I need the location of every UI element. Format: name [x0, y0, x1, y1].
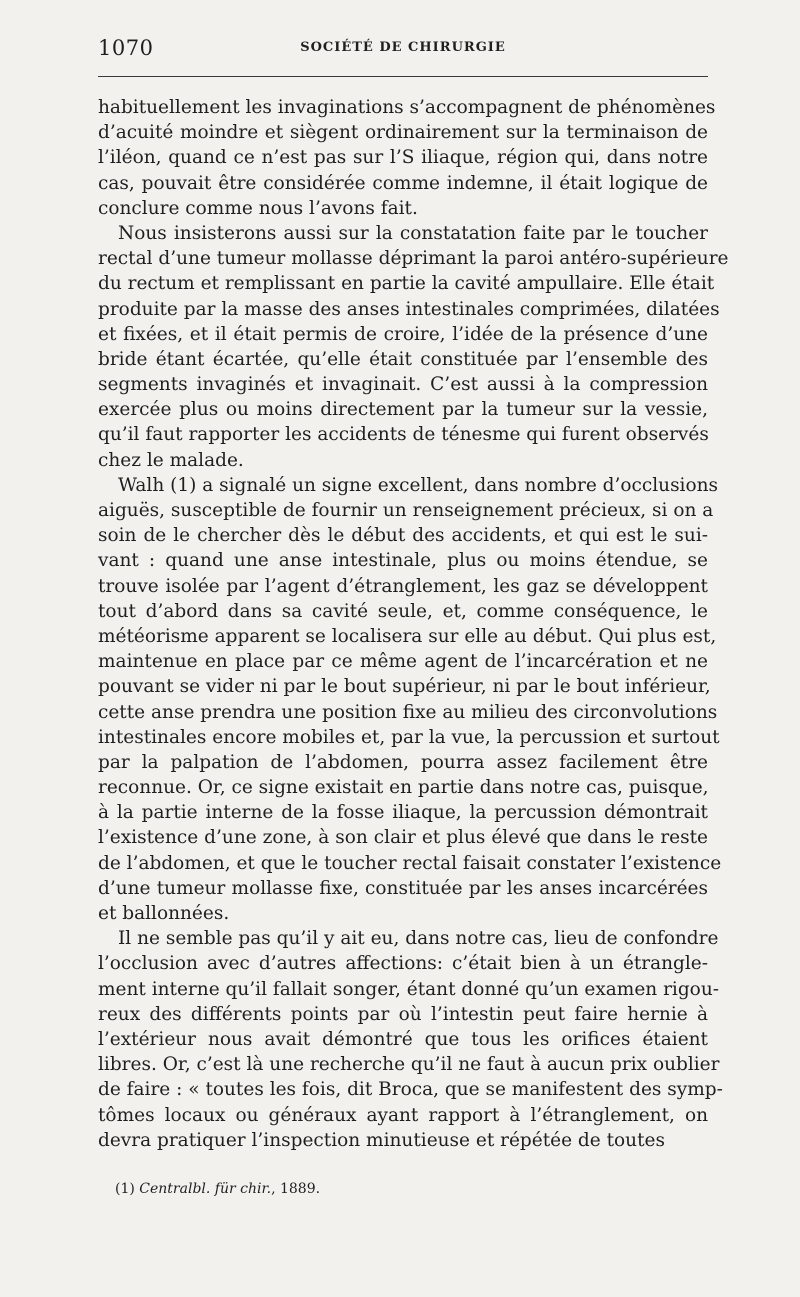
text-line: par la palpation de l’abdomen, pourra assez facilement être: [98, 751, 708, 773]
text-line: de faire : « toutes les fois, dit Broca, que se manifestent des symp-: [98, 1079, 723, 1101]
page-number: 1070: [98, 36, 154, 60]
text-line: pouvant se vider ni par le bout supérieur, ni par le bout inférieur,: [98, 676, 711, 698]
header-rule: [98, 76, 708, 77]
text-line: d’acuité moindre et siègent ordinairement sur la terminaison de: [98, 122, 708, 144]
text-line: Il ne semble pas qu’il y ait eu, dans notre cas, lieu de confondre: [118, 928, 719, 950]
body-text: [98, 95, 729, 1153]
text-line: devra pratiquer l’inspection minutieuse et répétée de toutes: [98, 1129, 665, 1151]
text-line: à la partie interne de la fosse iliaque, la percussion démontrait: [98, 802, 708, 824]
text-line: qu’il faut rapporter les accidents de ténesme qui furent observés: [98, 424, 709, 446]
text-line: ment interne qu’il fallait songer, étant donné qu’un examen rigou-: [98, 978, 719, 1000]
paragraph: [98, 95, 716, 221]
running-title: SOCIÉTÉ DE CHIRURGIE: [300, 40, 506, 55]
text-line: tout d’abord dans sa cavité seule, et, comme conséquence, le: [98, 600, 708, 622]
text-line: et ballonnées.: [98, 903, 230, 924]
text-line: chez le malade.: [98, 449, 244, 471]
text-line: l’iléon, quand ce n’est pas sur l’S iliaque, région qui, dans notre: [98, 147, 708, 169]
text-line: l’occlusion avec d’autres affections: c’était bien à un étrangle-: [98, 953, 708, 975]
text-line: météorisme apparent se localisera sur elle au début. Qui plus est,: [98, 625, 717, 647]
text-line: trouve isolée par l’agent d’étranglement, les gaz se développent: [98, 575, 708, 597]
text-line: d’une tumeur mollasse fixe, constituée par les anses incarcérées: [98, 877, 708, 899]
text-line: segments invaginés et invaginait. C’est aussi à la compression: [98, 374, 708, 396]
text-line: cas, pouvait être considérée comme indemne, il était logique de: [98, 172, 708, 194]
text-line: maintenue en place par ce même agent de l’incarcération et ne: [98, 651, 708, 673]
text-line: tômes locaux ou généraux ayant rapport à l’étranglement, on: [98, 1104, 708, 1126]
text-line: exercée plus ou moins directement par la tumeur sur la vessie,: [98, 399, 708, 421]
text-line: bride étant écartée, qu’elle était constituée par l’ensemble des: [98, 348, 708, 370]
text-line: aiguës, susceptible de fournir un renseignement précieux, si on a: [98, 500, 714, 521]
text-line: reux des différents points par où l’intestin peut faire hernie à: [98, 1003, 708, 1025]
text-line: l’existence d’une zone, à son clair et plus élevé que dans le reste: [98, 827, 708, 849]
text-line: soin de le chercher dès le début des accidents, et qui est le sui-: [98, 525, 708, 547]
text-line: Walh (1) a signalé un signe excellent, dans nombre d’occlusions: [118, 474, 719, 496]
text-line: habituellement les invaginations s’accompagnent de phénomènes: [98, 97, 716, 118]
text-line: et fixées, et il était permis de croire, l’idée de la présence d’une: [98, 323, 708, 345]
text-line: Nous insisterons aussi sur la constatation faite par le toucher: [118, 222, 708, 244]
text-line: vant : quand une anse intestinale, plus ou moins étendue, se: [98, 550, 708, 572]
footnote: [115, 1181, 320, 1197]
paragraph: [98, 926, 723, 1153]
paragraph: [98, 473, 722, 926]
footnote-journal-title: Centralbl. für chir.: [139, 1181, 272, 1197]
page-header: [98, 36, 708, 64]
text-line: produite par la masse des anses intestinales comprimées, dilatées: [98, 298, 720, 320]
footnote-marker: (1): [115, 1181, 135, 1197]
footnote-year: , 1889.: [271, 1181, 321, 1197]
text-line: libres. Or, c’est là une recherche qu’il ne faut à aucun prix oublier: [98, 1054, 720, 1076]
text-line: rectal d’une tumeur mollasse déprimant la paroi antéro-supérieure: [98, 248, 729, 270]
paragraph: [98, 221, 729, 473]
text-line: l’extérieur nous avait démontré que tous les orifices étaient: [98, 1028, 708, 1050]
text-line: du rectum et remplissant en partie la cavité ampullaire. Elle était: [98, 273, 715, 295]
text-line: de l’abdomen, et que le toucher rectal faisait constater l’existence: [98, 852, 722, 874]
text-line: cette anse prendra une position fixe au milieu des circonvolutions: [98, 701, 718, 723]
text-line: intestinales encore mobiles et, par la vue, la percussion et surtout: [98, 726, 720, 748]
text-line: reconnue. Or, ce signe existait en partie dans notre cas, puisque,: [98, 777, 709, 799]
text-line: conclure comme nous l’avons fait.: [98, 197, 418, 219]
